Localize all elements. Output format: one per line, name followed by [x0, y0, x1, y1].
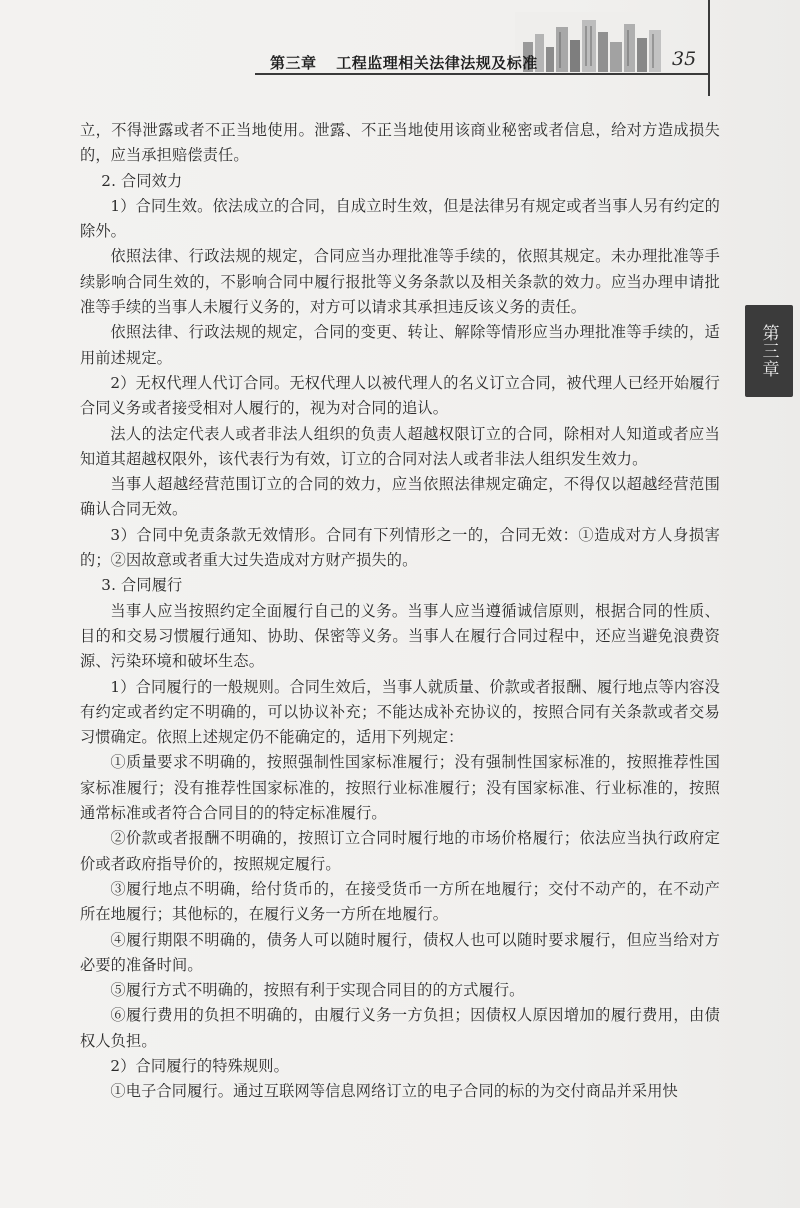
chapter-side-tab-label: 第三章: [758, 324, 779, 378]
header-chapter: 第三章: [270, 54, 317, 72]
paragraph: 立，不得泄露或者不正当地使用。泄露、不正当地使用该商业秘密或者信息，给对方造成损失的，应当承担赔偿责任。: [80, 121, 720, 165]
paragraph: 当事人应当按照约定全面履行自己的义务。当事人应当遵循诚信原则，根据合同的性质、目的和交易习惯履行通知、协助、保密等义务。当事人在履行合同过程中，还应当避免浪费资源、污染环境和破坏生态。: [80, 601, 720, 671]
paragraph: ③履行地点不明确，给付货币的，在接受货币一方所在地履行；交付不动产的，在不动产所在地履行；其他标的，在履行义务一方所在地履行。: [80, 879, 720, 924]
paragraph: ⑤履行方式不明确的，按照有利于实现合同目的的方式履行。: [110, 981, 525, 1000]
paragraph: 依照法律、行政法规的规定，合同应当办理批准等手续的，依照其规定。未办理批准等手续影响合同生效的，不影响合同中履行报批等义务条款以及相关条款的效力。应当办理申请批准等手续的当事人未履行义务的，对方可以请求其承担违反该义务的责任。: [80, 247, 720, 317]
paragraph: 1）合同生效。依法成立的合同，自成立时生效，但是法律另有规定或者当事人另有约定的除外。: [80, 196, 720, 241]
paragraph: 2）合同履行的特殊规则。: [110, 1056, 289, 1075]
paragraph: 1）合同履行的一般规则。合同生效后，当事人就质量、价款或者报酬、履行地点等内容没有约定或者约定不明确的，可以协议补充；不能达成补充协议的，按照合同有关条款或者交易习惯确定。依照上述规定仍不能确定的，适用下列规定：: [80, 677, 720, 747]
paragraph: ②价款或者报酬不明确的，按照订立合同时履行地的市场价格履行；依法应当执行政府定价或者政府指导价的，按照规定履行。: [80, 829, 720, 873]
running-header: [270, 52, 538, 73]
header-title: 工程监理相关法律法规及标准: [336, 54, 538, 72]
chapter-side-tab: [745, 305, 793, 397]
paragraph: ①电子合同履行。通过互联网等信息网络订立的电子合同的标的为交付商品并采用快: [110, 1082, 678, 1101]
paragraph: 3. 合同履行: [101, 576, 183, 595]
paragraph: ④履行期限不明确的，债务人可以随时履行，债权人也可以随时要求履行，但应当给对方必要的准备时间。: [80, 930, 720, 974]
paragraph: 依照法律、行政法规的规定，合同的变更、转让、解除等情形应当办理批准等手续的，适用前述规定。: [80, 323, 720, 367]
page-number: 35: [672, 48, 697, 70]
paragraph: ⑥履行费用的负担不明确的，由履行义务一方负担；因债权人原因增加的履行费用，由债权人负担。: [80, 1006, 720, 1050]
header-rule: [255, 73, 710, 75]
header-vertical-rule: [708, 0, 710, 96]
paragraph: ①质量要求不明确的，按照强制性国家标准履行；没有强制性国家标准的，按照推荐性国家标准履行；没有推荐性国家标准的，按照行业标准履行；没有国家标准、行业标准的，按照通常标准或者符合合同目的的特定标准履行。: [80, 753, 720, 823]
paragraph: 2）无权代理人代订合同。无权代理人以被代理人的名义订立合同，被代理人已经开始履行合同义务或者接受相对人履行的，视为对合同的追认。: [80, 373, 720, 418]
paragraph: 法人的法定代表人或者非法人组织的负责人超越权限订立的合同，除相对人知道或者应当知道其超越权限外，该代表行为有效，订立的合同对法人或者非法人组织发生效力。: [80, 424, 720, 468]
paragraph: 3）合同中免责条款无效情形。合同有下列情形之一的，合同无效：①造成对方人身损害的；②因故意或者重大过失造成对方财产损失的。: [80, 525, 720, 570]
body-text: [80, 118, 720, 1105]
paragraph: 2. 合同效力: [101, 171, 183, 190]
paragraph: 当事人超越经营范围订立的合同的效力，应当依照法律规定确定，不得仅以超越经营范围确认合同无效。: [80, 475, 720, 519]
